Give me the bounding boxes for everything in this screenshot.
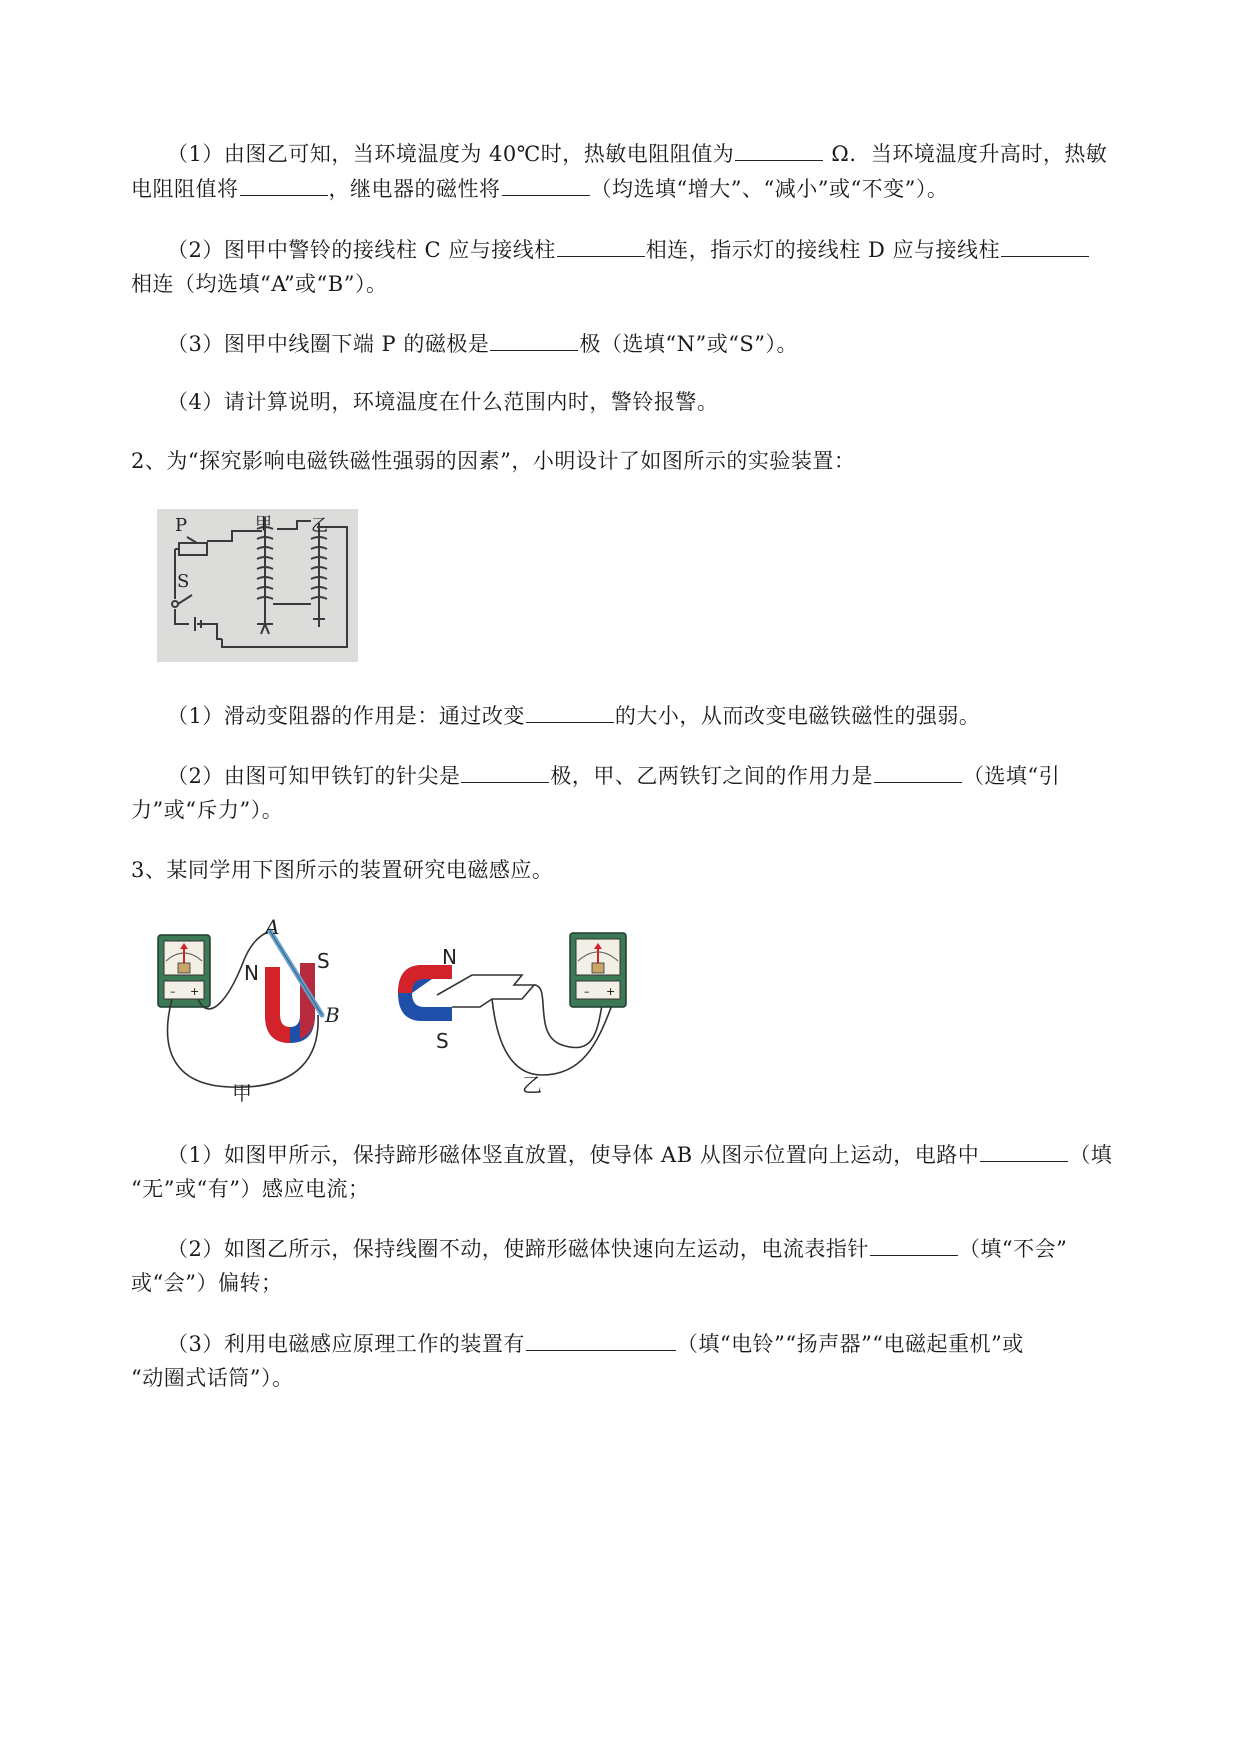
q1-item1-line1: （1）由图乙可知，当环境温度为 40℃时，热敏电阻阻值为 Ω．当环境温度升高时，热敏	[167, 138, 1107, 169]
label-s: S	[317, 949, 330, 973]
answer-blank[interactable]	[502, 173, 590, 196]
q2-electromagnet-figure	[157, 509, 358, 662]
q3-figure-yi	[392, 925, 642, 1100]
label-s: S	[177, 571, 190, 592]
answer-blank[interactable]	[870, 1233, 958, 1256]
svg-text:–: –	[170, 985, 176, 998]
label-jia: 甲	[232, 1081, 252, 1105]
q1-item1-line2: 电阻阻值将 ，继电器的磁性将 （均选填“增大”、“减小”或“不变”）。	[131, 173, 948, 204]
label-p: P	[175, 515, 188, 536]
q3-item2-line2: 或“会”）偏转；	[131, 1271, 283, 1295]
q2-stem: 2、为“探究影响电磁铁磁性强弱的因素”，小明设计了如图所示的实验装置：	[131, 449, 856, 473]
q1-item2-line1: （2）图甲中警铃的接线柱 C 应与接线柱 相连，指示灯的接线柱 D 应与接线柱	[167, 234, 1090, 265]
answer-blank[interactable]	[490, 328, 578, 351]
answer-blank[interactable]	[980, 1139, 1068, 1162]
label-n: N	[442, 945, 457, 969]
svg-text:–: –	[584, 985, 590, 998]
answer-blank[interactable]	[874, 760, 962, 783]
answer-blank[interactable]	[1001, 234, 1089, 257]
svg-text:+: +	[190, 985, 200, 998]
label-n: N	[244, 961, 259, 985]
q2-item2-line2: 力”或“斥力”）。	[131, 798, 284, 822]
q3-item3-line1: （3）利用电磁感应原理工作的装置有 （填“电铃”“扬声器”“电磁起重机”或	[167, 1328, 1024, 1359]
answer-blank[interactable]	[240, 173, 328, 196]
q3-item2-line1: （2）如图乙所示，保持线圈不动，使蹄形磁体快速向左运动，电流表指针 （填“不会”	[167, 1233, 1067, 1264]
label-jia: 甲	[255, 514, 272, 534]
label-yi: 乙	[522, 1073, 542, 1097]
label-s: S	[436, 1029, 449, 1053]
label-a: A	[265, 915, 280, 939]
q1-item4: （4）请计算说明，环境温度在什么范围内时，警铃报警。	[167, 390, 719, 414]
answer-blank[interactable]	[526, 700, 614, 723]
answer-blank[interactable]	[735, 138, 823, 161]
answer-blank[interactable]	[526, 1328, 676, 1351]
q3-item1-line2: “无”或“有”）感应电流；	[131, 1177, 370, 1201]
q2-item1: （1）滑动变阻器的作用是：通过改变 的大小，从而改变电磁铁磁性的强弱。	[167, 700, 980, 731]
q1-item2-line2: 相连（均选填“A”或“B”）。	[131, 272, 388, 296]
answer-blank[interactable]	[557, 234, 645, 257]
q3-item1-line1: （1）如图甲所示，保持蹄形磁体竖直放置，使导体 AB 从图示位置向上运动，电路中 （填	[167, 1139, 1112, 1170]
q3-figure-jia	[150, 915, 370, 1105]
label-yi: 乙	[311, 516, 328, 536]
q1-item3: （3）图甲中线圈下端 P 的磁极是 极（选填“N”或“S”）。	[167, 328, 798, 359]
answer-blank[interactable]	[461, 760, 549, 783]
q3-stem: 3、某同学用下图所示的装置研究电磁感应。	[131, 858, 554, 882]
svg-text:+: +	[606, 985, 616, 998]
galvanometer-coil-magnet-icon	[392, 925, 642, 1100]
q2-item2-line1: （2）由图可知甲铁钉的针尖是 极，甲、乙两铁钉之间的作用力是 （选填“引	[167, 760, 1060, 791]
label-b: B	[325, 1003, 340, 1027]
q3-item3-line2: “动圈式话筒”）。	[131, 1366, 294, 1390]
